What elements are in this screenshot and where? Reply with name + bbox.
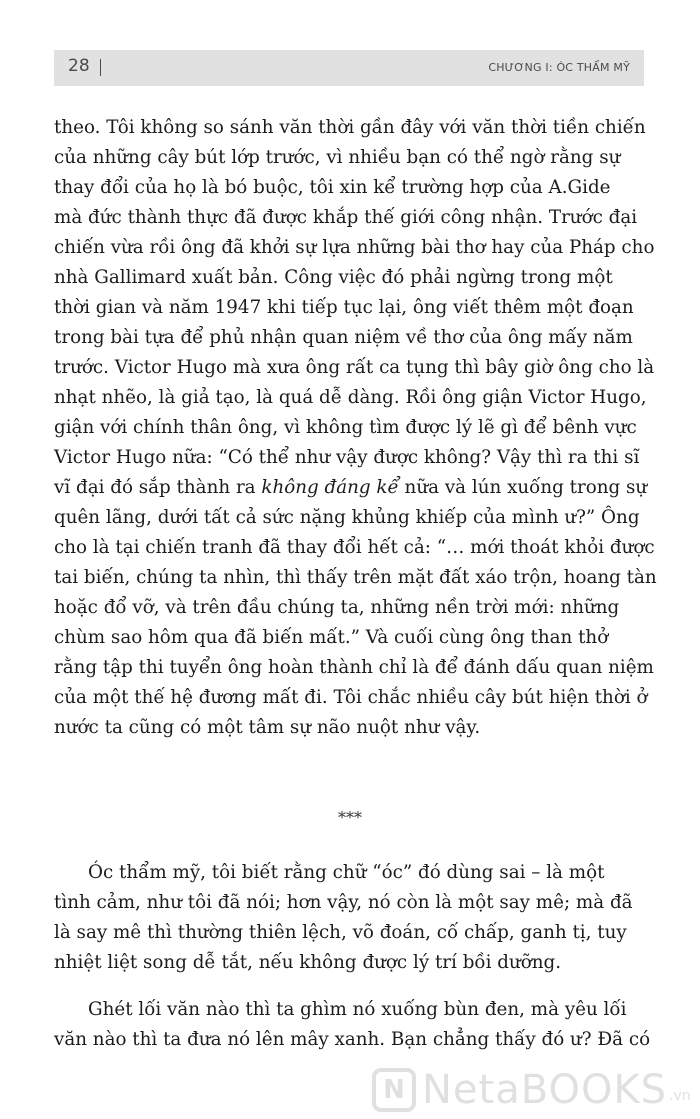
text-line: chùm sao hôm qua đã biến mất.” Và cuối cùng ông than thở — [54, 627, 609, 648]
text-line: nhạt nhẽo, là giả tạo, là quá dễ dàng. Rồi ông giận Victor Hugo, — [54, 387, 647, 408]
text-line: rằng tập thi tuyển ông hoàn thành chỉ là để đánh dấu quan niệm — [54, 657, 654, 678]
text-line: là say mê thì thường thiên lệch, võ đoán, cố chấp, ganh tị, tuy — [54, 922, 627, 943]
page-header — [54, 50, 644, 86]
text-line: thời gian và năm 1947 khi tiếp tục lại, ông viết thêm một đoạn — [54, 297, 634, 318]
text-line: giận với chính thân ông, vì không tìm được lý lẽ gì để bênh vực — [54, 417, 637, 438]
watermark-suffix: .vn — [669, 1088, 691, 1104]
text-span: nữa và lún xuống trong sự — [398, 477, 648, 498]
text-line: thay đổi của họ là bó buộc, tôi xin kể trường hợp của A.Gide — [54, 177, 611, 198]
chapter-title: CHƯƠNG I: ÓC THẨM MỸ — [488, 61, 630, 74]
text-line: nhà Gallimard xuất bản. Công việc đó phải ngừng trong một — [54, 267, 613, 288]
text-line: trong bài tựa để phủ nhận quan niệm về thơ của ông mấy năm — [54, 327, 633, 348]
text-line: cho là tại chiến tranh đã thay đổi hết cả: “… mới thoát khỏi được — [54, 537, 655, 558]
text-line: của một thế hệ đương mất đi. Tôi chắc nhiều cây bút hiện thời ở — [54, 687, 648, 708]
section-separator: *** — [338, 808, 362, 827]
text-line: Ghét lối văn nào thì ta ghìm nó xuống bùn đen, mà yêu lối — [88, 999, 627, 1020]
watermark-text: NetaBOOKS — [422, 1067, 668, 1113]
text-line: văn nào thì ta đưa nó lên mây xanh. Bạn chẳng thấy đó ư? Đã có — [54, 1029, 651, 1050]
text-line-with-italic — [54, 473, 647, 503]
text-line: trước. Victor Hugo mà xưa ông rất ca tụng thì bây giờ ông cho là — [54, 357, 655, 378]
text-line: nhiệt liệt song dễ tắt, nếu không được lý trí bồi dưỡng. — [54, 952, 562, 973]
text-line: quên lãng, dưới tất cả sức nặng khủng khiếp của mình ư?” Ông — [54, 507, 640, 528]
text-line: của những cây bút lớp trước, vì nhiều bạn có thể ngờ rằng sự — [54, 147, 621, 168]
text-line: Victor Hugo nữa: “Có thể như vậy được không? Vậy thì ra thi sĩ — [54, 447, 640, 468]
netabooks-watermark — [372, 1066, 692, 1114]
text-line: chiến vừa rồi ông đã khởi sự lựa những bài thơ hay của Pháp cho — [54, 237, 655, 258]
netabooks-logo-icon: N — [372, 1068, 416, 1112]
text-line: tình cảm, như tôi đã nói; hơn vậy, nó còn là một say mê; mà đã — [54, 892, 633, 913]
text-line: Óc thẩm mỹ, tôi biết rằng chữ “óc” đó dùng sai – là một — [88, 862, 605, 883]
page-number: 28 — [68, 56, 90, 76]
text-line: tai biến, chúng ta nhìn, thì thấy trên mặt đất xáo trộn, hoang tàn — [54, 567, 657, 588]
italic-phrase: không đáng kể — [261, 477, 399, 498]
text-line: hoặc đổ vỡ, và trên đầu chúng ta, những nền trời mới: những — [54, 597, 620, 618]
text-line: nước ta cũng có một tâm sự não nuột như vậy. — [54, 717, 481, 738]
text-line: theo. Tôi không so sánh văn thời gần đây với văn thời tiền chiến — [54, 117, 646, 138]
header-divider — [100, 59, 101, 76]
text-line: mà đức thành thực đã được khắp thế giới công nhận. Trước đại — [54, 207, 638, 228]
text-span: vĩ đại đó sắp thành ra — [54, 477, 262, 498]
